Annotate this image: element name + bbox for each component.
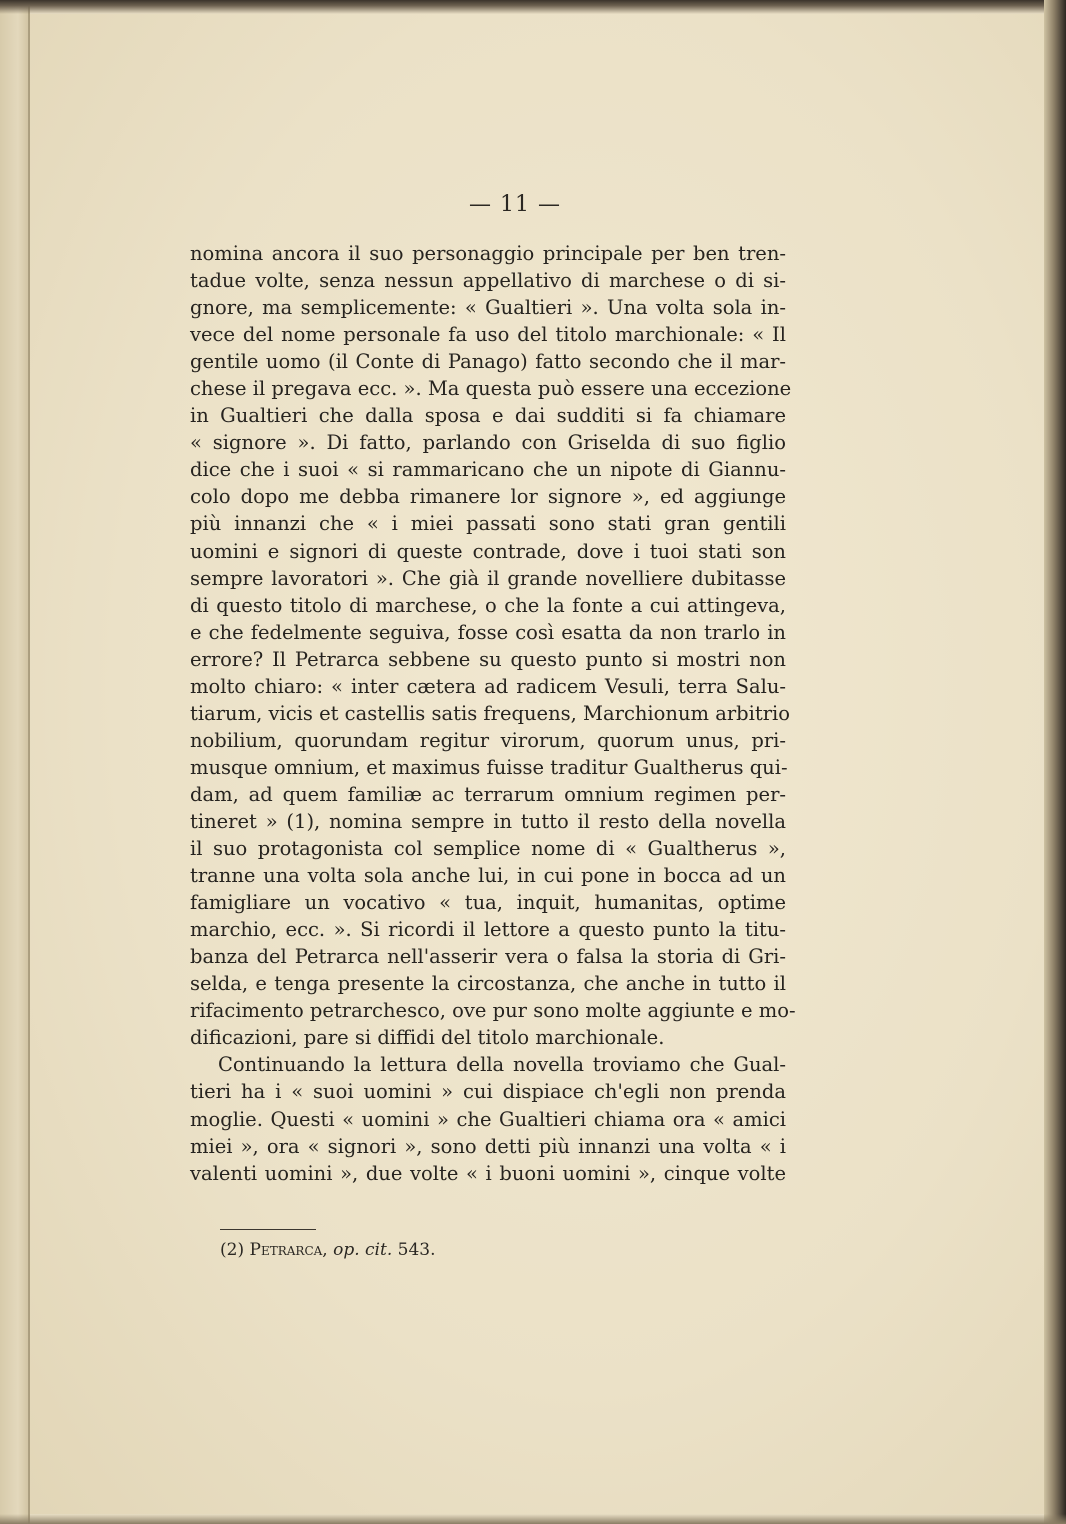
- text-line: rifacimento petrarchesco, ove pur sono molte aggiunte e mo-: [190, 999, 796, 1023]
- text-line: dice che i suoi « si rammaricano che un nipote di Giannu-: [190, 458, 786, 482]
- text-line: il suo protagonista col semplice nome di « Gualtherus »,: [190, 837, 786, 861]
- text-line: di questo titolo di marchese, o che la fonte a cui attingeva,: [190, 593, 786, 617]
- text-line: sempre lavoratori ». Che già il grande novelliere dubitasse: [190, 566, 786, 590]
- text-line: marchio, ecc. ». Si ricordi il lettore a questo punto la titu-: [190, 918, 786, 942]
- footnote-marker: (2): [220, 1240, 245, 1260]
- text-line: miei », ora « signori », sono detti più innanzi una volta « i: [190, 1134, 786, 1158]
- bottom-edge-shadow: [0, 1514, 1066, 1524]
- text-line: tiarum, vicis et castellis satis frequens, Marchionum arbitrio: [190, 701, 791, 725]
- footnote: [220, 1240, 436, 1260]
- text-line: tranne una volta sola anche lui, in cui pone in bocca ad un: [190, 864, 786, 888]
- footnote-rule: [220, 1229, 316, 1230]
- text-line: valenti uomini », due volte « i buoni uomini », cinque volte: [190, 1161, 786, 1185]
- text-line: tineret » (1), nomina sempre in tutto il resto della novella: [190, 809, 786, 833]
- binding-edge: [0, 0, 30, 1524]
- page-number: — 11 —: [469, 192, 561, 217]
- text-line: Continuando la lettura della novella troviamo che Gual-: [218, 1053, 786, 1077]
- text-line: « signore ». Di fatto, parlando con Griselda di suo figlio: [190, 431, 786, 455]
- text-line: dificazioni, pare si diffidi del titolo marchionale.: [190, 1026, 665, 1050]
- text-line: molto chiaro: « inter cætera ad radicem Vesuli, terra Salu-: [190, 674, 786, 698]
- text-line: famigliare un vocativo « tua, inquit, humanitas, optime: [190, 891, 786, 915]
- text-line: chese il pregava ecc. ». Ma questa può essere una eccezione: [190, 377, 792, 401]
- top-edge-shadow: [0, 0, 1066, 14]
- text-line: nomina ancora il suo personaggio principale per ben tren-: [190, 242, 786, 265]
- text-line: uomini e signori di queste contrade, dove i tuoi stati son: [190, 539, 786, 563]
- text-line: e che fedelmente seguiva, fosse così esatta da non trarlo in: [190, 620, 786, 644]
- text-line: tadue volte, senza nessun appellativo di marchese o di si-: [190, 269, 786, 293]
- footnote-author: Petrarca,: [249, 1240, 328, 1260]
- body-text: [190, 240, 796, 1187]
- right-edge-shadow: [1044, 0, 1066, 1524]
- text-line: vece del nome personale fa uso del titolo marchionale: « Il: [190, 323, 786, 347]
- text-line: tieri ha i « suoi uomini » cui dispiace ch'egli non prenda: [190, 1080, 786, 1104]
- text-line: colo dopo me debba rimanere lor signore », ed aggiunge: [190, 485, 786, 509]
- text-line: errore? Il Petrarca sebbene su questo punto si mostri non: [190, 647, 786, 671]
- text-line: selda, e tenga presente la circostanza, che anche in tutto il: [190, 972, 786, 996]
- footnote-reference: op. cit.: [333, 1240, 393, 1260]
- text-line: in Gualtieri che dalla sposa e dai sudditi si fa chiamare: [190, 404, 786, 428]
- text-line: musque omnium, et maximus fuisse traditur Gualtherus qui-: [190, 755, 788, 779]
- book-page: [30, 14, 1044, 1514]
- text-line: gentile uomo (il Conte di Panago) fatto secondo che il mar-: [190, 350, 786, 374]
- text-line: dam, ad quem familiæ ac terrarum omnium regimen per-: [190, 782, 786, 806]
- footnote-page: 543.: [397, 1240, 436, 1260]
- text-line: moglie. Questi « uomini » che Gualtieri chiama ora « amici: [190, 1107, 786, 1131]
- text-line: gnore, ma semplicemente: « Gualtieri ». Una volta sola in-: [190, 296, 786, 320]
- text-line: banza del Petrarca nell'asserir vera o falsa la storia di Gri-: [190, 945, 786, 969]
- text-line: più innanzi che « i miei passati sono stati gran gentili: [190, 512, 786, 536]
- text-line: nobilium, quorundam regitur virorum, quorum unus, pri-: [190, 728, 786, 752]
